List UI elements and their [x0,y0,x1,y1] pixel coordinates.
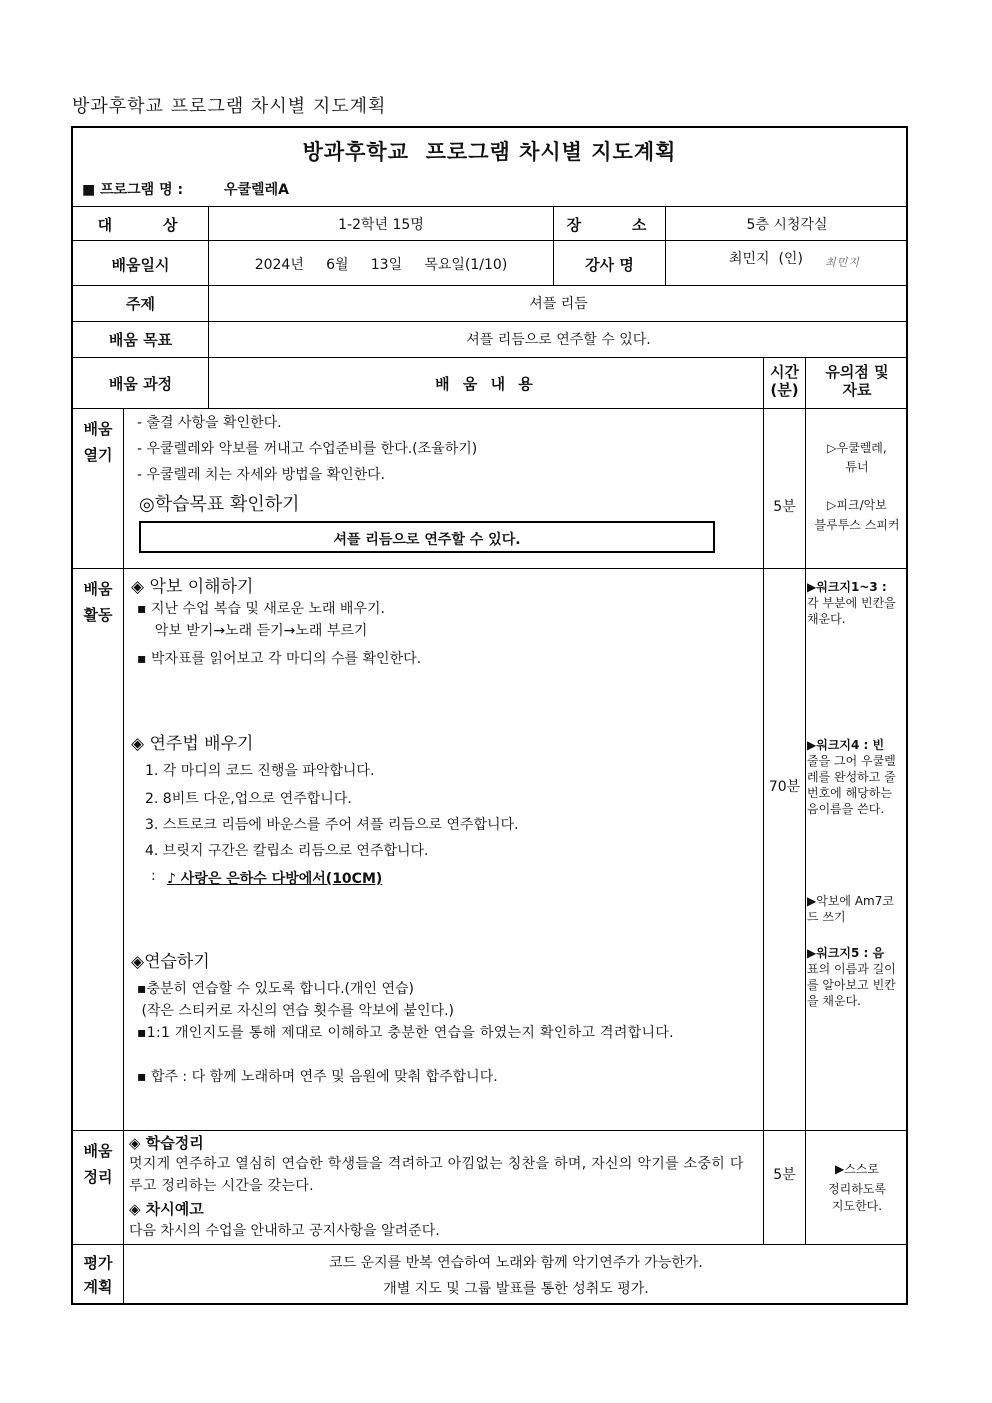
opening-line: - 출결 사항을 확인한다. [137,415,282,431]
part1-title: ◈ 악보 이해하기 [131,577,254,597]
col-divider [763,357,764,1244]
program-label: ■ 프로그램 명 : [82,182,184,198]
closing-title2: ◈ 차시예고 [129,1200,204,1218]
row-divider [73,240,906,241]
target-label: 대 상 [97,216,184,234]
row-divider [73,285,906,286]
date-label: 배움일시 [111,256,170,274]
song-title: ♪ 사랑은 은하수 다방에서(10CM) [167,871,383,887]
opening-note: ▷피크/악보 [827,498,887,512]
part2-line: 2. 8비트 다운,업으로 연주합니다. [145,791,352,807]
activity-label: 배움 활동 [83,580,113,624]
part3-title: ◈연습하기 [131,952,210,972]
closing-note: 지도한다. [831,1199,883,1213]
closing-label: 배움 정리 [83,1142,113,1186]
document-title: 방과후학교 프로그램 차시별 지도계획 [72,96,387,117]
song-prefix: : [151,868,156,884]
activity-note-head: ▶워크지4 : 빈 [807,738,885,752]
goal-check-heading: ◎학습목표 확인하기 [139,494,300,515]
place-label: 장 소 [566,216,653,234]
teacher-signature: 최민지 [825,256,860,269]
teacher-label: 강사 명 [585,256,634,274]
row-divider [73,321,906,322]
teacher-value: 최민지 (인) [729,251,803,267]
process-header: 배움 과정 [108,375,173,393]
part1-line: 악보 받기→노래 듣기→노래 부르기 [137,623,368,639]
opening-note: ▷우쿨렐레, [827,441,887,455]
time-header: 시간 (분) [770,363,799,399]
closing-text2: 다음 차시의 수업을 안내하고 공지사항을 알려준다. [129,1223,440,1239]
part2-line: 1. 각 마디의 코드 진행을 파악합니다. [145,763,375,779]
goal-label: 배움 목표 [108,331,173,349]
part3-line: ▪ 합주 : 다 함께 노래하며 연주 및 음원에 맞춰 합주합니다. [137,1069,498,1085]
opening-line: - 우쿨렐레와 악보를 꺼내고 수업준비를 한다.(조율하기) [137,441,478,457]
evaluation-label: 평가 계획 [83,1254,113,1296]
opening-line: - 우쿨렐레 치는 자세와 방법을 확인한다. [137,467,386,483]
part3-line: ▪1:1 개인지도를 통해 제대로 이해하고 충분한 연습을 하였는지 확인하고 격려합니다. [137,1025,674,1041]
closing-note: 정리하도록 [828,1182,886,1196]
activity-note-body: 각 부분에 빈칸을 채운다. [807,596,896,626]
goal-box: 셔플 리듬으로 연주할 수 있다. [139,521,715,553]
row-divider [73,206,906,207]
closing-time: 5분 [773,1167,796,1183]
table-title: 방과후학교 프로그램 차시별 지도계획 [302,140,677,164]
row-divider [73,357,906,358]
activity-note-body: 줄을 그어 우쿨렐레를 완성하고 줄번호에 해당하는 음이름을 쓴다. [807,754,896,816]
lesson-plan-table [71,126,908,1305]
part3-line: (작은 스티커로 자신의 연습 횟수를 악보에 붙인다.) [137,1003,455,1019]
closing-title1: ◈ 학습정리 [129,1134,204,1152]
activity-note-head: ▶워크지5 : 음 [807,946,885,960]
activity-note: ▶악보에 Am7코드 쓰기 [807,894,894,924]
evaluation-line: 코드 운지를 반복 연습하여 노래와 함께 악기연주가 가능한가. [329,1255,703,1271]
part1-line: ▪ 박자표를 읽어보고 각 마디의 수를 확인한다. [137,651,422,667]
row-divider [73,568,906,569]
row-divider [73,1130,906,1131]
part2-line: 4. 브릿지 구간은 칼립소 리듬으로 연주합니다. [145,843,429,859]
topic-value: 셔플 리듬 [529,296,588,312]
part2-title: ◈ 연주법 배우기 [131,734,254,754]
opening-time: 5분 [773,499,796,515]
opening-note: 블루투스 스피커 [814,518,900,532]
opening-label: 배움 열기 [83,420,113,464]
activity-note-body: 표의 이름과 길이를 알아보고 빈칸을 채운다. [807,962,896,1008]
part1-line: ▪ 지난 수업 복습 및 새로운 노래 배우기. [137,601,385,617]
col-divider [805,357,806,1244]
part2-line: 3. 스트로크 리듬에 바운스를 주어 셔플 리듬으로 연주합니다. [145,817,519,833]
activity-note-head: ▶워크지1~3 : [807,580,887,594]
part3-line: ▪충분히 연습할 수 있도록 합니다.(개인 연습) [137,981,415,997]
closing-note: ▶스스로 [834,1162,879,1176]
evaluation-line: 개별 지도 및 그룹 발표를 통한 성취도 평가. [383,1281,649,1297]
notes-header: 유의점 및 자료 [825,363,889,399]
goal-value: 셔플 리듬으로 연주할 수 있다. [466,332,651,348]
closing-text1: 멋지게 연주하고 열심히 연습한 학생들을 격려하고 아낌없는 칭찬을 하며, 자신의 악기를 소중히 다루고 정리하는 시간을 갖는다. [129,1156,744,1194]
row-divider [73,408,906,409]
content-header: 배 움 내 용 [435,375,537,393]
col-divider [123,408,124,1305]
row-divider [73,1244,906,1245]
place-value: 5층 시청각실 [746,217,828,233]
date-value: 2024년 6월 13일 목요일(1/10) [254,257,508,273]
topic-label: 주제 [126,295,155,313]
target-value: 1-2학년 15명 [338,217,424,233]
program-name: 우쿨렐레A [224,182,289,198]
opening-note: 튜너 [845,460,869,474]
activity-time: 70분 [768,779,801,795]
